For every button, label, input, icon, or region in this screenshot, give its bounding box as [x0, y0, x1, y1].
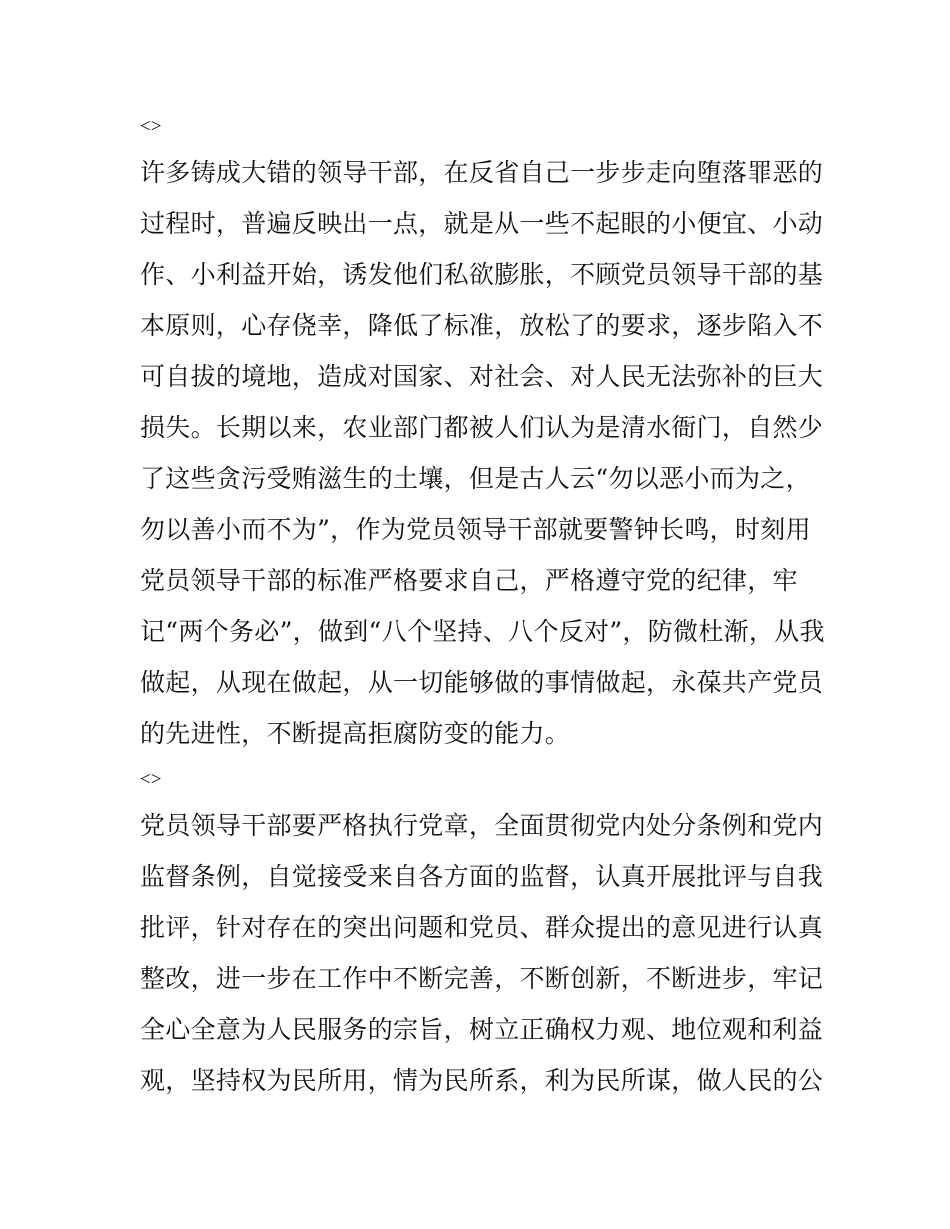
paragraph-block-2: [140, 759, 824, 1106]
text-line: 做起，从现在做起，从一切能够做的事情做起，永葆共产党员: [140, 668, 824, 697]
text-line: 的先进性，不断提高拒腐防变的能力。: [140, 719, 571, 748]
section-marker: <>: [140, 769, 162, 790]
text-line: 批评，针对存在的突出问题和党员、群众提出的意见进行认真: [140, 913, 824, 942]
text-line: 监督条例，自觉接受来自各方面的监督，认真开展批评与自我: [140, 862, 824, 891]
text-line: 损失。长期以来，农业部门都被人们认为是清水衙门，自然少: [140, 413, 824, 442]
text-line: 党员领导干部的标准严格要求自己，严格遵守党的纪律，牢: [140, 566, 798, 595]
text-line: 了这些贪污受贿滋生的土壤，但是古人云“勿以恶小而为之，: [140, 464, 811, 493]
text-line: 许多铸成大错的领导干部，在反省自己一步步走向堕落罪恶的: [140, 158, 824, 187]
text-line: 可自拔的境地，造成对国家、对社会、对人民无法弥补的巨大: [140, 362, 824, 391]
text-line: 党员领导干部要严格执行党章，全面贯彻党内处分条例和党内: [140, 811, 824, 840]
text-line: 全心全意为人民服务的宗旨，树立正确权力观、地位观和利益: [140, 1015, 824, 1044]
text-line: 作、小利益开始，诱发他们私欲膨胀，不顾党员领导干部的基: [140, 260, 824, 289]
text-line: 勿以善小而不为”，作为党员领导干部就要警钟长鸣，时刻用: [140, 515, 811, 544]
text-line: 整改，进一步在工作中不断完善，不断创新，不断进步，牢记: [140, 964, 824, 993]
paragraph-block-1: [140, 106, 825, 759]
document-body: [140, 106, 825, 1106]
section-marker: <>: [140, 116, 162, 137]
text-line: 过程时，普遍反映出一点，就是从一些不起眼的小便宜、小动: [140, 209, 824, 238]
text-line: 记“两个务必”，做到“八个坚持、八个反对”，防微杜渐，从我: [140, 617, 825, 646]
text-line: 观，坚持权为民所用，情为民所系，利为民所谋，做人民的公: [140, 1066, 824, 1095]
text-line: 本原则，心存侥幸，降低了标准，放松了的要求，逐步陷入不: [140, 311, 824, 340]
